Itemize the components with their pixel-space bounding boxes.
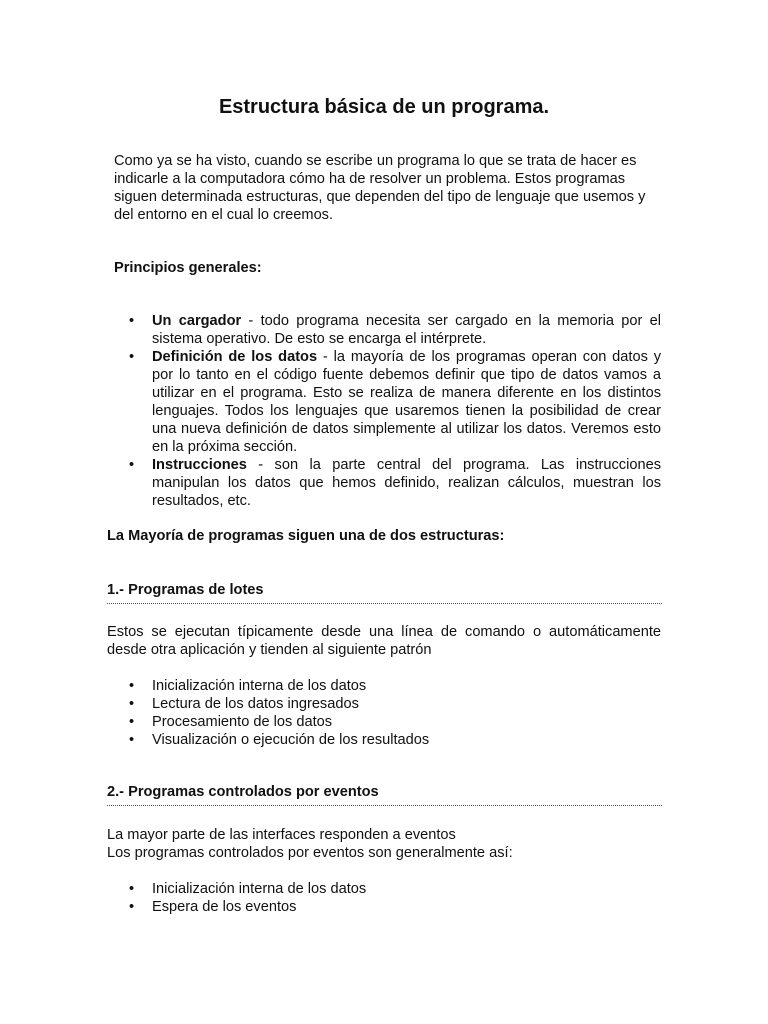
section1-heading: 1.- Programas de lotes	[107, 581, 662, 604]
list-item: • Espera de los eventos	[152, 898, 366, 916]
list-item	[152, 348, 661, 456]
structures-heading: La Mayoría de programas siguen una de dos estructuras:	[107, 528, 505, 544]
section2-body	[107, 826, 661, 862]
principle-text: - la mayoría de los programas operan con datos y por lo tanto en el código fuente debemos definir que tipo de datos vamos a utilizar en el programa. Esto se realiza de manera diferente en los distintos lenguajes. Todos los lenguajes que usaremos tienen la posibilidad de crear una nueva definición de datos simplemente al utilizar los datos. Veremos esto en la próxima sección.	[152, 349, 661, 455]
section1-list	[152, 677, 429, 749]
list-item: • Visualización o ejecución de los resultados	[152, 731, 429, 749]
intro-paragraph: Como ya se ha visto, cuando se escribe un programa lo que se trata de hacer es indicarle a la computadora cómo ha de resolver un problema. Estos programas siguen determinada estructuras, que dependen del tipo de lenguaje que usemos y del entorno en el cual lo creemos.	[114, 153, 646, 223]
principle-term: Instrucciones	[152, 457, 247, 473]
principle-term: Definición de los datos	[152, 349, 318, 365]
list-item: • Inicialización interna de los datos	[152, 677, 429, 695]
list-item	[152, 456, 661, 510]
list-item: • Inicialización interna de los datos	[152, 880, 366, 898]
section2-body-line: La mayor parte de las interfaces responden a eventos	[107, 827, 456, 843]
document-title: Estructura básica de un programa.	[218, 96, 550, 118]
principles-heading: Principios generales:	[114, 260, 262, 276]
section2-list	[152, 880, 366, 916]
principle-text: - son la parte central del programa. Las instrucciones manipulan los datos que hemos definido, realizan cálculos, muestran los resultados, etc.	[152, 457, 661, 509]
section2-heading: 2.- Programas controlados por eventos	[107, 783, 662, 806]
list-item: • Procesamiento de los datos	[152, 713, 429, 731]
section1-body: Estos se ejecutan típicamente desde una línea de comando o automáticamente desde otra aplicación y tienden al siguiente patrón	[107, 624, 661, 658]
principle-text: - todo programa necesita ser cargado en la memoria por el sistema operativo. De esto se encarga el intérprete.	[152, 313, 661, 347]
section2-body-line: Los programas controlados por eventos son generalmente así:	[107, 845, 513, 861]
principles-list	[152, 312, 661, 510]
list-item: • Lectura de los datos ingresados	[152, 695, 429, 713]
list-item	[152, 312, 661, 348]
principle-term: Un cargador	[152, 313, 242, 329]
